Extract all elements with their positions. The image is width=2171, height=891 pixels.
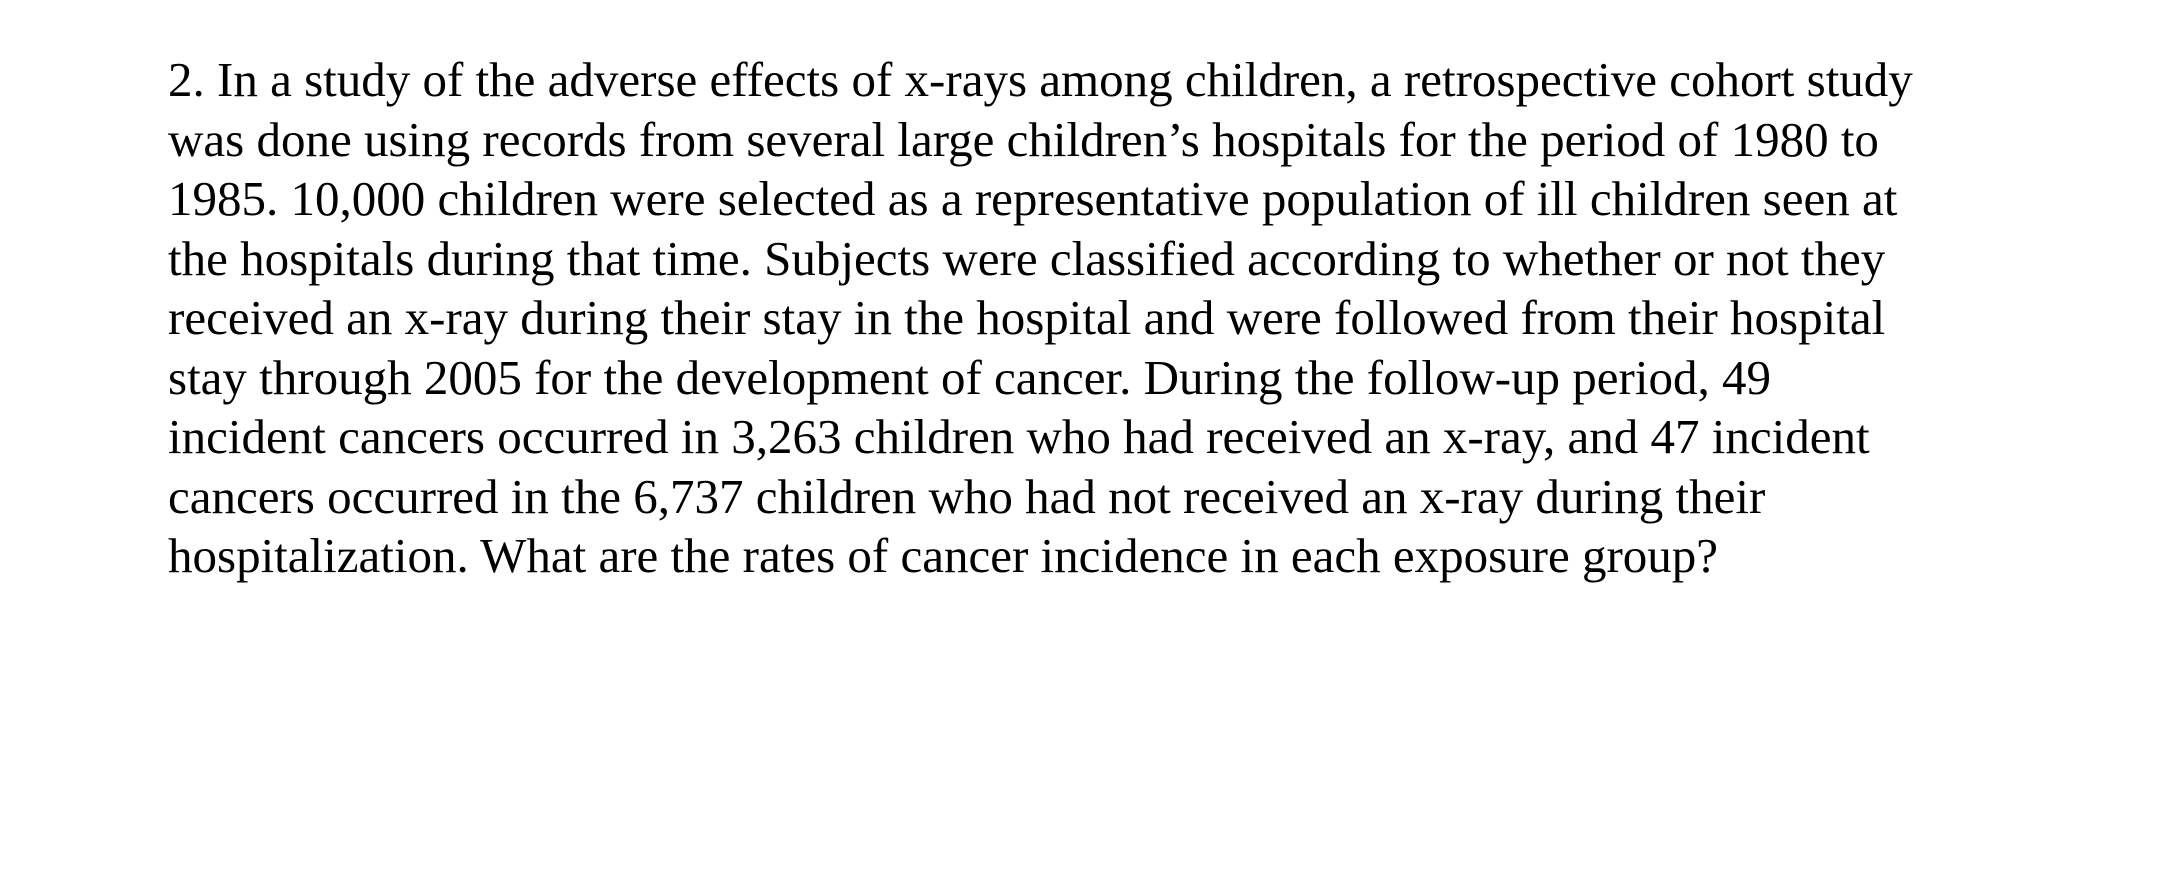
question-line: was done using records from several large children’s hospitals for the period of 1980 to xyxy=(168,111,1879,167)
question-line: stay through 2005 for the development of cancer. During the follow-up period, 49 xyxy=(168,349,1771,405)
question-line: cancers occurred in the 6,737 children who had not received an x-ray during their xyxy=(168,468,1766,524)
question-line: 1985. 10,000 children were selected as a representative population of ill children seen at xyxy=(168,171,1898,226)
question-line: the hospitals during that time. Subjects were classified according to whether or not they xyxy=(168,230,1886,286)
question-line: 2. In a study of the adverse effects of x-rays among children, a retrospective cohort study xyxy=(168,52,1913,107)
question-line: incident cancers occurred in 3,263 children who had received an x-ray, and 47 incident xyxy=(168,409,1870,464)
question-paragraph xyxy=(168,50,2158,586)
question-line: hospitalization. What are the rates of cancer incidence in each exposure group? xyxy=(168,528,1719,583)
question-line: received an x-ray during their stay in the hospital and were followed from their hospital xyxy=(168,290,1886,345)
